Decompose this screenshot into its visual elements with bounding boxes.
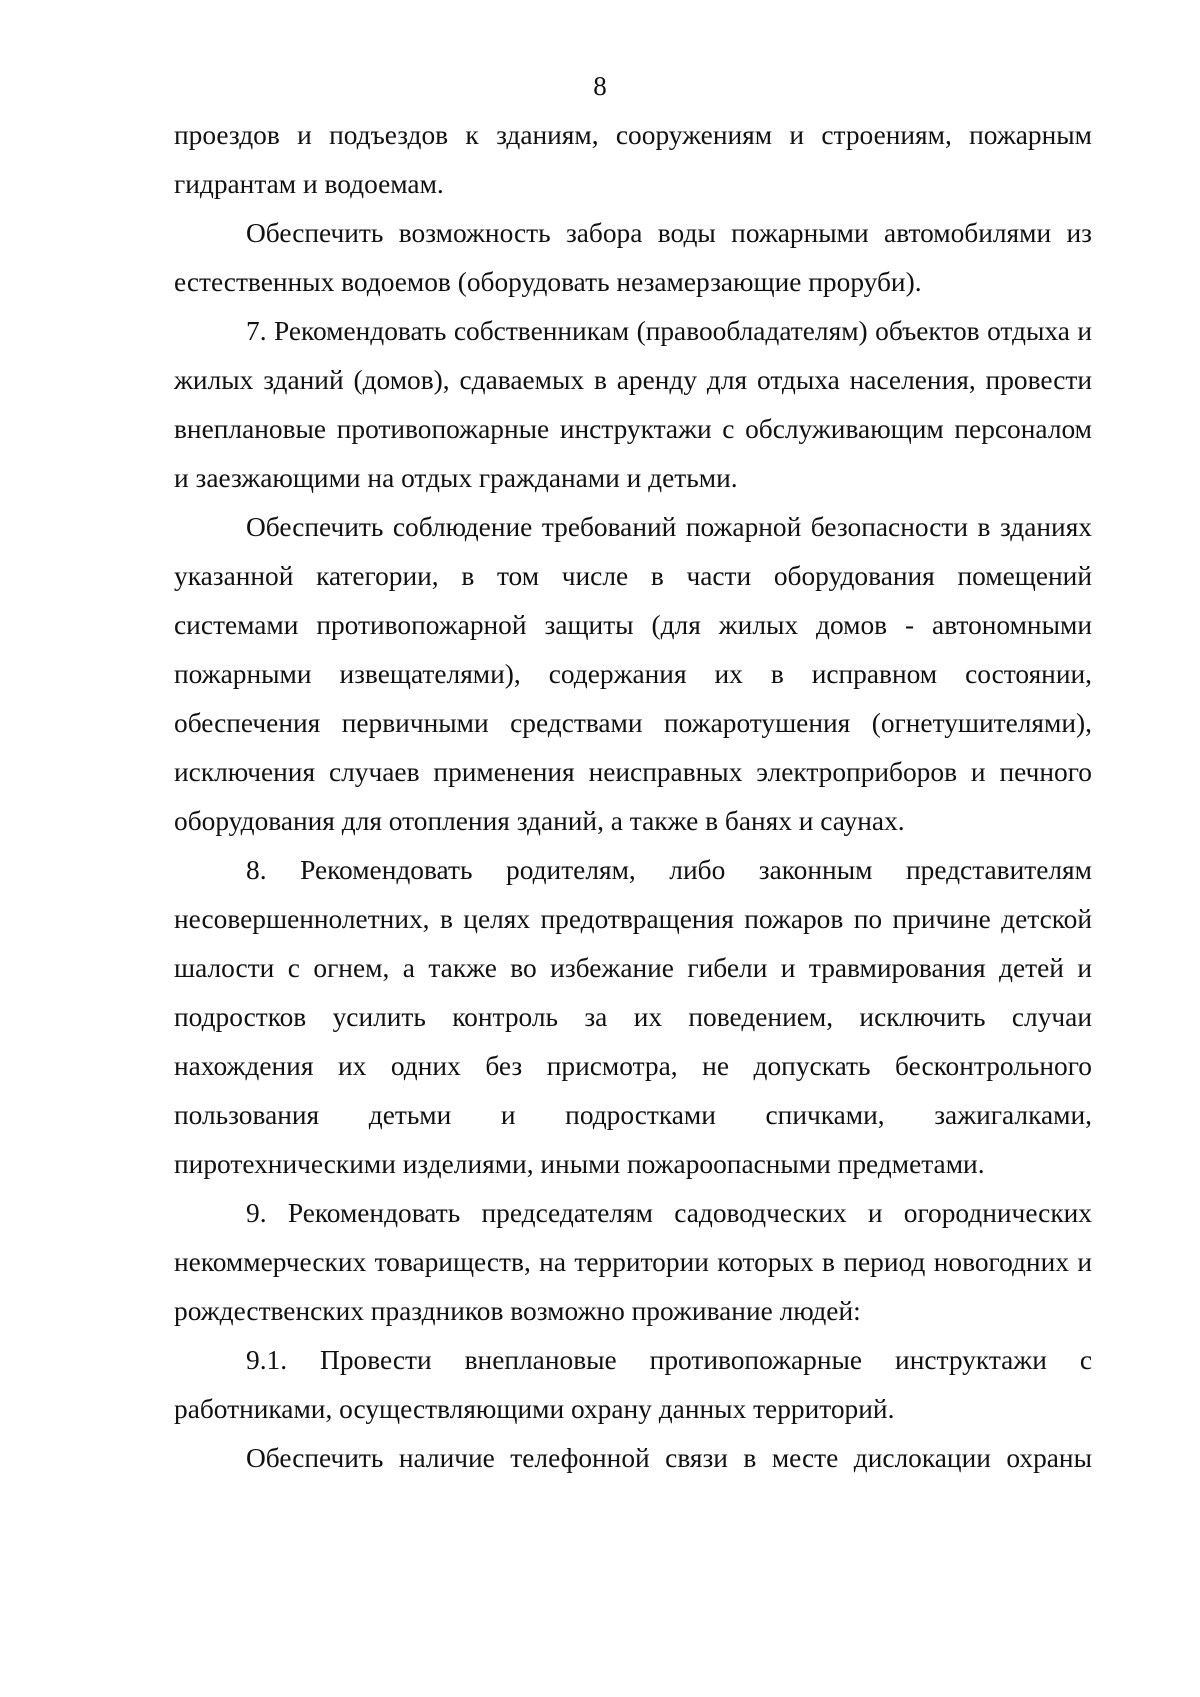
paragraph-item-8: 8. Рекомендовать родителям, либо законным представителям несовершеннолетних, в целях предотвращения пожаров по причине детской шалости с огнем, а также во избежание гибели и травмирования детей и подростков усилить контроль за их поведением, исключить случаи нахождения их одних без присмотра, не допускать бесконтрольного пользования детьми и подростками спичками, зажигалками, пиротехническими изделиями, иными пожароопасными предметами. xyxy=(174,855,1092,1179)
paragraph-item-9: 9. Рекомендовать председателям садоводческих и огороднических некоммерческих товариществ, на территории которых в период новогодних и рождественских праздников возможно проживание людей: xyxy=(174,1198,1092,1326)
paragraph-water-intake: Обеспечить возможность забора воды пожарными автомобилями из естественных водоемов (оборудовать незамерзающие проруби). xyxy=(174,218,1092,297)
page-number: 8 xyxy=(593,71,607,101)
paragraph-fire-safety-requirements: Обеспечить соблюдение требований пожарной безопасности в зданиях указанной категории, в том числе в части оборудования помещений системами противопожарной защиты (для жилых домов - автономными пожарными извещателями), содержания их в исправном состоянии, обеспечения первичными средствами пожаротушения (огнетушителями), исключения случаев применения неисправных электроприборов и печного оборудования для отопления зданий, а также в банях и саунах. xyxy=(174,512,1092,836)
paragraph-continuation: проездов и подъездов к зданиям, сооружениям и строениям, пожарным гидрантам и водоемам. xyxy=(174,120,1092,199)
paragraph-telephone-communication: Обеспечить наличие телефонной связи в месте дислокации охраны xyxy=(246,1443,1092,1473)
paragraph-item-9-1: 9.1. Провести внеплановые противопожарные инструктажи с работниками, осуществляющими охрану данных территорий. xyxy=(174,1345,1092,1424)
paragraph-item-7: 7. Рекомендовать собственникам (правообладателям) объектов отдыха и жилых зданий (домов), сдаваемых в аренду для отдыха населения, провести внеплановые противопожарные инструктажи с обслуживающим персоналом и заезжающими на отдых гражданами и детьми. xyxy=(174,316,1092,493)
document-body xyxy=(174,111,1092,1483)
